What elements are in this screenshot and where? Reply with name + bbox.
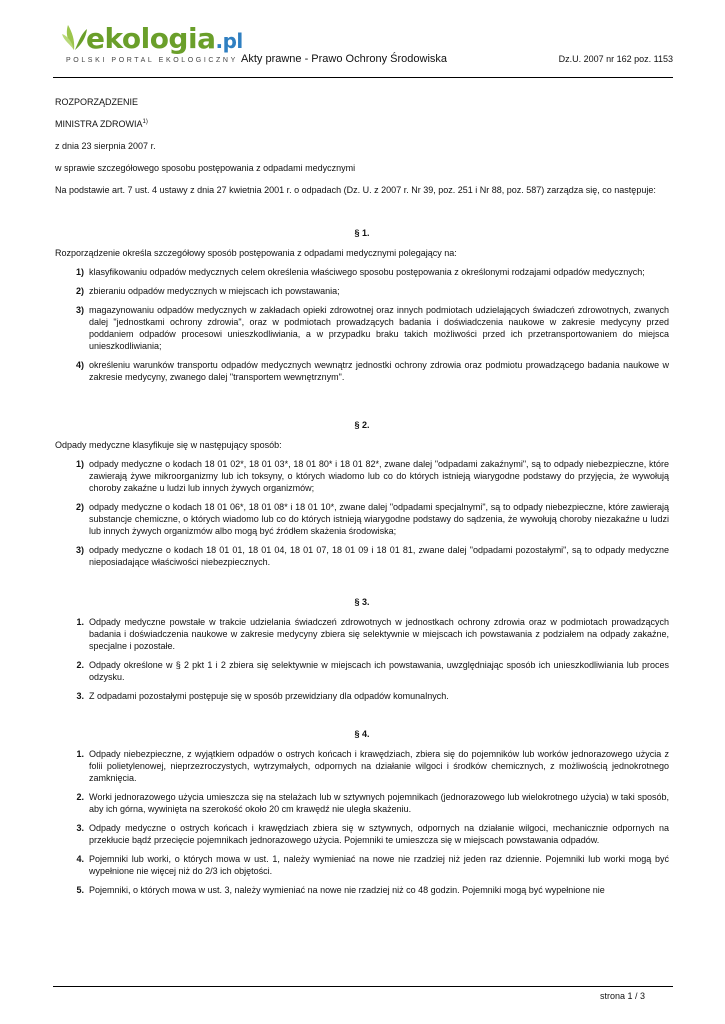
item-number: 5. <box>76 885 84 895</box>
item-number: 4) <box>75 360 84 370</box>
list-item <box>55 822 669 846</box>
list-item <box>55 544 669 568</box>
doc-heading-issuer <box>55 118 669 130</box>
item-number: 2. <box>76 660 84 670</box>
list-item <box>55 690 669 702</box>
section-list-1 <box>55 266 669 383</box>
item-number: 3. <box>76 691 84 701</box>
item-number: 1) <box>75 459 84 469</box>
logo-wordmark <box>86 24 243 56</box>
item-text: określeniu warunków transportu odpadów medycznych wewnątrz jednostki ochrony zdrowia oraz podmiotu prowadzącego badania naukowe w zakresie medycyny, zwanego dalej "transportem wewnętrznym". <box>89 360 669 382</box>
item-number: 3. <box>76 823 84 833</box>
item-text: magazynowaniu odpadów medycznych w zakładach opieki zdrowotnej oraz innych podmiotach udzielających świadczeń zdrowotnych, zwanych dalej "jednostkami ochrony zdrowia", oraz w podmiotach prowadzących badania i doświadczenia naukowe w zakresie medycyny przed poddaniem odpadów procesowi unieszkodliwiania, a w przypadku braku takich możliwości przed ich przetransportowaniem do miejsca unieszkodliwiania; <box>89 305 669 351</box>
item-number: 1. <box>76 749 84 759</box>
document-body <box>55 96 669 903</box>
list-item <box>55 659 669 683</box>
item-number: 3) <box>75 545 84 555</box>
item-text: Odpady medyczne o ostrych końcach i krawędziach zbiera się w sztywnych, odpornych na działanie wilgoci, mechanicznie odpornych na przekłucie bądź przecięcie pojemnikach jednorazowego użycia. Pojemniki te umieszcza się w miejscach powstawania odpadów. <box>89 823 669 845</box>
item-text: Odpady niebezpieczne, z wyjątkiem odpadów o ostrych końcach i krawędziach, zbiera się do pojemników lub worków jednorazowego użycia z folii polietylenowej, nieprzezroczystych, wytrzymałych, odpornych na działanie wilgoci i środków chemicznych, z możliwością jednokrotnego zamknięcia. <box>89 749 669 783</box>
item-text: Worki jednorazowego użycia umieszcza się na stelażach lub w sztywnych pojemnikach (jednorazowego lub wielokrotnego użycia) w taki sposób, aby ich górna, wywinięta na szerokość około 20 cm krawędź nie uległa skażeniu. <box>89 792 669 814</box>
section-list-2 <box>55 458 669 568</box>
item-number: 2) <box>75 286 84 296</box>
header-divider <box>53 77 673 78</box>
list-item <box>55 458 669 494</box>
item-text: Pojemniki, o których mowa w ust. 3, należy wymieniać na nowe nie rzadziej niż co 48 godzin. Pojemniki mogą być wypełnione nie <box>89 885 605 895</box>
page-number: strona 1 / 3 <box>599 991 645 1001</box>
list-item <box>55 853 669 877</box>
logo-tld: .pl <box>215 29 243 53</box>
header-title: Akty prawne - Prawo Ochrony Środowiska <box>241 53 448 65</box>
footnote-mark: 1) <box>142 119 148 125</box>
section-intro-2: Odpady medyczne klasyfikuje się w następujący sposób: <box>55 440 282 450</box>
item-text: odpady medyczne o kodach 18 01 06*, 18 01 08* i 18 01 10*, zwane dalej "odpadami specjalnymi", są to odpady niebezpieczne, które zawierają substancje chemiczne, o których wiadomo lub co do których istnieją wiarygodne podstawy do sądzenia, że wywołują choroby niezakaźne u ludzi lub innych żywych organizmów albo mogą być źródłem skażenia środowiska; <box>89 502 669 536</box>
list-item <box>55 501 669 537</box>
item-text: zbieraniu odpadów medycznych w miejscach ich powstawania; <box>89 286 340 296</box>
section-title-2: § 2. <box>354 420 370 430</box>
item-text: odpady medyczne o kodach 18 01 01, 18 01 04, 18 01 07, 18 01 09 i 18 01 81, zwane dalej "odpadami pozostałymi", są to odpady medyczne nieposiadające właściwości niebezpiecznych. <box>89 545 669 567</box>
list-item <box>55 266 669 278</box>
item-number: 2. <box>76 792 84 802</box>
item-number: 4. <box>76 854 84 864</box>
list-item <box>55 304 669 352</box>
list-item <box>55 616 669 652</box>
item-number: 2) <box>75 502 84 512</box>
issuer-text: MINISTRA ZDROWIA <box>55 119 143 129</box>
item-text: odpady medyczne o kodach 18 01 02*, 18 01 03*, 18 01 80* i 18 01 82*, zwane dalej "odpadami zakaźnymi", są to odpady niebezpieczne, które zawierają żywe mikroorganizmy lub ich toksyny, o których wiadomo lub co do których istnieją wiarygodne podstawy do przyjęcia, że wywołują choroby zakaźne u ludzi lub innych żywych organizmów; <box>89 459 669 493</box>
item-text: Z odpadami pozostałymi postępuje się w sposób przewidziany dla odpadów komunalnych. <box>89 691 449 701</box>
site-logo[interactable] <box>62 22 243 68</box>
doc-legal-basis: Na podstawie art. 7 ust. 4 ustawy z dnia 27 kwietnia 2001 r. o odpadach (Dz. U. z 2007 r. Nr 39, poz. 251 i Nr 88, poz. 587) zarządza się, co następuje: <box>55 185 656 195</box>
list-item <box>55 285 669 297</box>
logo-brand: ekologia <box>86 22 216 55</box>
logo-tagline: POLSKI PORTAL EKOLOGICZNY <box>66 57 238 64</box>
list-item <box>55 791 669 815</box>
item-text: klasyfikowaniu odpadów medycznych celem określenia właściwego sposobu postępowania z określonymi rodzajami odpadów medycznych; <box>89 267 645 277</box>
item-number: 3) <box>75 305 84 315</box>
doc-subject: w sprawie szczegółowego sposobu postępowania z odpadami medycznymi <box>55 163 356 173</box>
item-text: Odpady określone w § 2 pkt 1 i 2 zbiera się selektywnie w miejscach ich powstawania, uwzględniając sposób ich unieszkodliwiania lub proces odzysku. <box>89 660 669 682</box>
item-number: 1) <box>75 267 84 277</box>
section-intro-1: Rozporządzenie określa szczegółowy sposób postępowania z odpadami medycznymi polegający na: <box>55 248 457 258</box>
item-text: Odpady medyczne powstałe w trakcie udzielania świadczeń zdrowotnych w jednostkach ochrony zdrowia oraz w podmiotach prowadzących badania i doświadczenia naukowe w zakresie medycyny zbiera się selektywnie w miejscach ich powstawania z podziałem na odpady zakaźne, specjalne i pozostałe. <box>89 617 669 651</box>
page-header <box>0 0 725 80</box>
section-title-4: § 4. <box>354 729 370 739</box>
list-item <box>55 884 669 896</box>
item-number: 1. <box>76 617 84 627</box>
list-item <box>55 748 669 784</box>
footer-divider <box>53 986 673 987</box>
section-title-3: § 3. <box>354 597 370 607</box>
item-text: Pojemniki lub worki, o których mowa w ust. 1, należy wymieniać na nowe nie rzadziej niż jeden raz dziennie. Pojemniki lub worki mogą być wypełnione nie więcej niż do 2/3 ich objętości. <box>89 854 669 876</box>
doc-date: z dnia 23 sierpnia 2007 r. <box>55 141 156 151</box>
section-list-3 <box>55 616 669 702</box>
doc-heading-type: ROZPORZĄDZENIE <box>55 97 139 107</box>
header-reference: Dz.U. 2007 nr 162 poz. 1153 <box>558 54 673 64</box>
section-list-4 <box>55 748 669 896</box>
leaf-icon <box>62 22 88 52</box>
list-item <box>55 359 669 383</box>
section-title-1: § 1. <box>354 228 370 238</box>
